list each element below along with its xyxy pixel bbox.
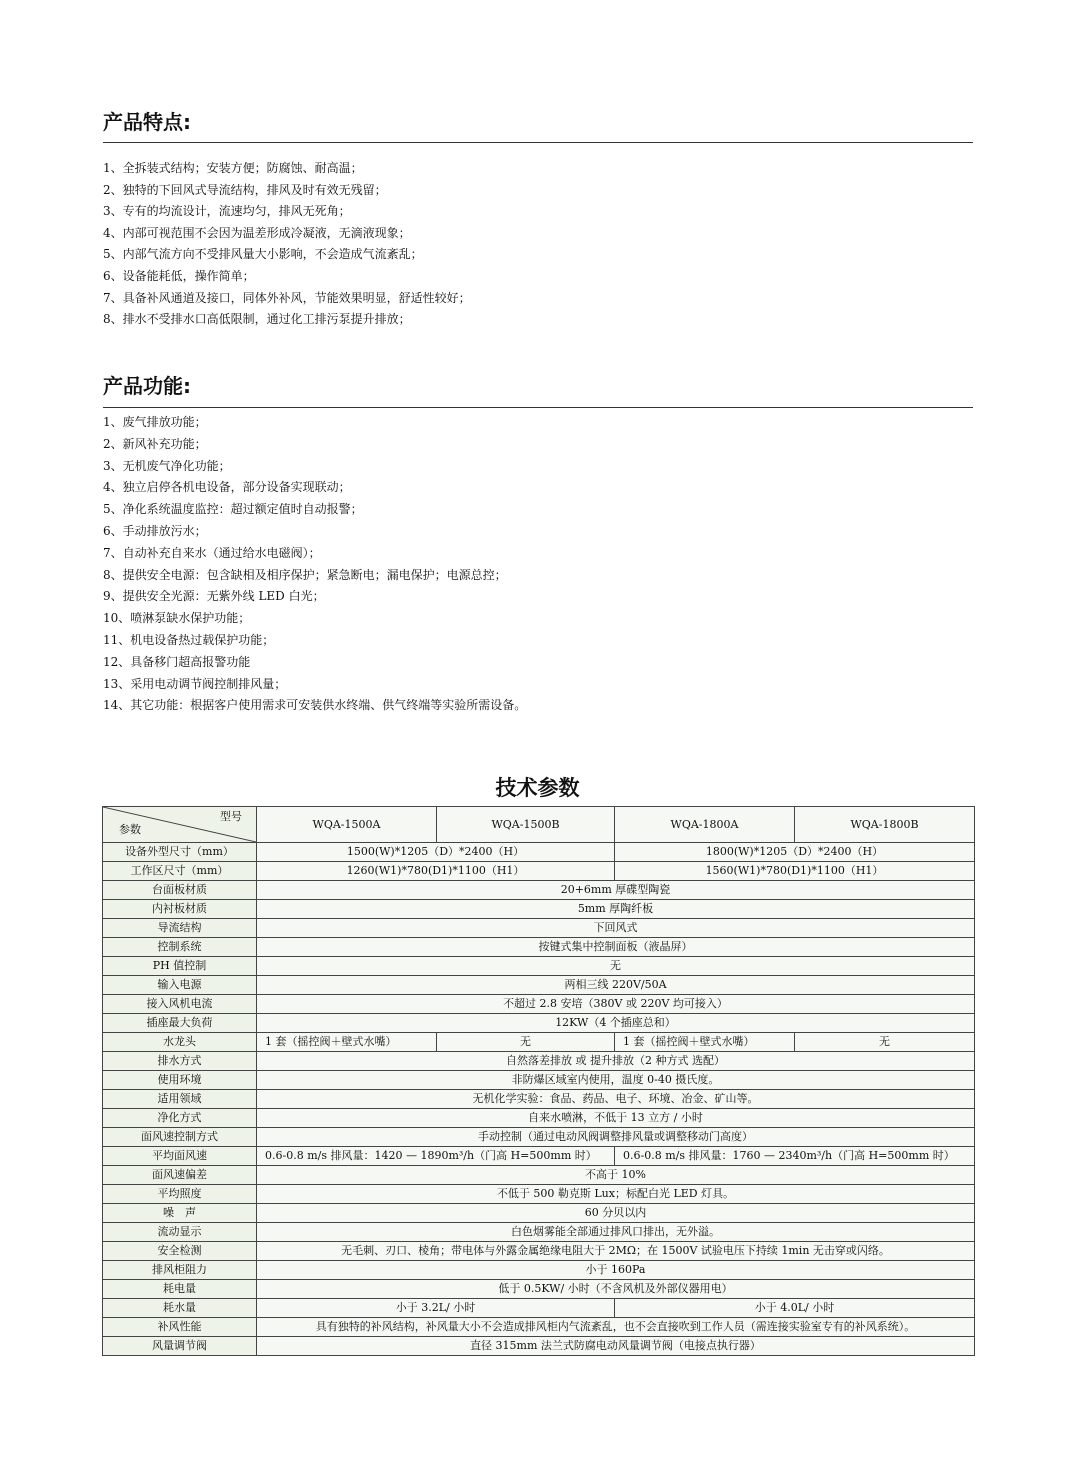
functions-item: 3、无机废气净化功能； [103, 458, 231, 473]
spec-value: 手动控制（通过电动风阀调整排风量或调整移动门高度） [257, 1128, 975, 1147]
spec-row [103, 1337, 975, 1356]
spec-row [103, 919, 975, 938]
functions-item: 9、提供安全光源：无紫外线 LED 白光； [103, 589, 325, 604]
spec-value: 1 套（摇控阀＋壁式水嘴） [257, 1033, 437, 1052]
spec-label: 面风速偏差 [103, 1166, 257, 1185]
spec-row [103, 1280, 975, 1299]
spec-row [103, 995, 975, 1014]
features-item: 8、排水不受排水口高低限制，通过化工排污泵提升排放； [103, 312, 411, 327]
spec-header-row [103, 807, 975, 843]
spec-label: 接入风机电流 [103, 995, 257, 1014]
spec-row [103, 1261, 975, 1280]
spec-row [103, 1223, 975, 1242]
spec-label: 台面板材质 [103, 881, 257, 900]
spec-row [103, 1318, 975, 1337]
spec-label: 插座最大负荷 [103, 1014, 257, 1033]
spec-label: 耗电量 [103, 1280, 257, 1299]
spec-value: 12KW（4 个插座总和） [257, 1014, 975, 1033]
functions-title: 产品功能: [103, 374, 191, 398]
spec-label: 面风速控制方式 [103, 1128, 257, 1147]
spec-value: 自然落差排放 或 提升排放（2 种方式 选配） [257, 1052, 975, 1071]
spec-value: 直径 315mm 法兰式防腐电动风量调节阀（电接点执行器） [257, 1337, 975, 1356]
spec-value: 0.6-0.8 m/s 排风量：1760 — 2340m³/h（门高 H=500mm 时） [615, 1147, 975, 1166]
spec-value: 0.6-0.8 m/s 排风量：1420 — 1890m³/h（门高 H=500mm 时） [257, 1147, 615, 1166]
spec-row [103, 1185, 975, 1204]
spec-value: 无 [795, 1033, 975, 1052]
spec-label: 排风柜阻力 [103, 1261, 257, 1280]
spec-value: 1 套（摇控阀＋壁式水嘴） [615, 1033, 795, 1052]
spec-row [103, 1052, 975, 1071]
model-header: WQA-1800A [615, 807, 795, 843]
spec-value: 无机化学实验：食品、药品、电子、环境、冶金、矿山等。 [257, 1090, 975, 1109]
spec-label: 耗水量 [103, 1299, 257, 1318]
model-header: WQA-1500A [257, 807, 437, 843]
spec-value: 自来水喷淋，不低于 13 立方 / 小时 [257, 1109, 975, 1128]
spec-value: 1500(W)*1205（D）*2400（H） [257, 843, 615, 862]
model-header: WQA-1500B [437, 807, 615, 843]
spec-label: 噪 声 [103, 1204, 257, 1223]
spec-row [103, 843, 975, 862]
spec-label: 平均照度 [103, 1185, 257, 1204]
spec-value: 白色烟雾能全部通过排风口排出，无外溢。 [257, 1223, 975, 1242]
functions-item: 12、具备移门超高报警功能 [103, 654, 251, 669]
spec-label: 工作区尺寸（mm） [103, 862, 257, 881]
functions-item: 10、喷淋泵缺水保护功能； [103, 611, 251, 626]
spec-row [103, 1014, 975, 1033]
specs-title: 技术参数 [495, 776, 580, 800]
spec-value: 20+6mm 厚碟型陶瓷 [257, 881, 975, 900]
spec-value: 60 分贝以内 [257, 1204, 975, 1223]
functions-item: 7、自动补充自来水（通过给水电磁阀）； [103, 545, 321, 560]
spec-row [103, 976, 975, 995]
functions-item: 5、净化系统温度监控：超过额定值时自动报警； [103, 502, 363, 517]
features-item: 7、具备补风通道及接口，同体外补风，节能效果明显，舒适性较好； [103, 290, 471, 305]
corner-label-param: 参数 [119, 823, 141, 836]
spec-value: 小于 3.2L/ 小时 [257, 1299, 615, 1318]
features-item: 1、全拆装式结构；安装方便；防腐蚀、耐高温； [103, 161, 363, 175]
spec-row [103, 1109, 975, 1128]
spec-value: 无 [257, 957, 975, 976]
features-title: 产品特点: [103, 110, 191, 134]
spec-label: 导流结构 [103, 919, 257, 938]
spec-row [103, 938, 975, 957]
features-item: 3、专有的均流设计，流速均匀，排风无死角； [103, 204, 351, 219]
spec-value: 不高于 10% [257, 1166, 975, 1185]
spec-row [103, 1299, 975, 1318]
spec-label: 适用领域 [103, 1090, 257, 1109]
functions-item: 8、提供安全电源：包含缺相及相序保护；紧急断电；漏电保护；电源总控； [103, 567, 507, 582]
spec-row [103, 1166, 975, 1185]
functions-list [103, 412, 526, 717]
spec-label: 平均面风速 [103, 1147, 257, 1166]
spec-label: 安全检测 [103, 1242, 257, 1261]
spec-value: 不超过 2.8 安培（380V 或 220V 均可接入） [257, 995, 975, 1014]
spec-value: 5mm 厚陶纤板 [257, 900, 975, 919]
spec-value: 1800(W)*1205（D）*2400（H） [615, 843, 975, 862]
spec-corner-cell [103, 807, 257, 843]
spec-row [103, 1147, 975, 1166]
spec-table [102, 806, 975, 1356]
functions-item: 1、废气排放功能； [103, 415, 207, 429]
spec-row [103, 881, 975, 900]
spec-label: 风量调节阀 [103, 1337, 257, 1356]
spec-value: 低于 0.5KW/ 小时（不含风机及外部仪器用电） [257, 1280, 975, 1299]
features-item: 6、设备能耗低，操作简单； [103, 268, 255, 283]
spec-value: 按键式集中控制面板（液晶屏） [257, 938, 975, 957]
spec-row [103, 1204, 975, 1223]
functions-item: 14、其它功能：根据客户使用需求可安装供水终端、供气终端等实验所需设备。 [103, 698, 527, 713]
spec-label: 净化方式 [103, 1109, 257, 1128]
functions-item: 2、新风补充功能； [103, 436, 207, 451]
spec-value: 1260(W1)*780(D1)*1100（H1） [257, 862, 615, 881]
spec-value: 非防爆区域室内使用，温度 0-40 摄氏度。 [257, 1071, 975, 1090]
spec-value: 两相三线 220V/50A [257, 976, 975, 995]
spec-label: 排水方式 [103, 1052, 257, 1071]
spec-label: 使用环境 [103, 1071, 257, 1090]
spec-value: 下回风式 [257, 919, 975, 938]
functions-item: 11、机电设备热过载保护功能； [103, 632, 275, 647]
spec-row [103, 1090, 975, 1109]
functions-item: 6、手动排放污水； [103, 523, 207, 538]
spec-row [103, 1128, 975, 1147]
features-item: 5、内部气流方向不受排风量大小影响，不会造成气流紊乱； [103, 247, 423, 262]
spec-value: 无 [437, 1033, 615, 1052]
spec-value: 1560(W1)*780(D1)*1100（H1） [615, 862, 975, 881]
spec-label: 内衬板材质 [103, 900, 257, 919]
features-divider [103, 142, 973, 143]
spec-value: 小于 4.0L/ 小时 [615, 1299, 975, 1318]
model-header: WQA-1800B [795, 807, 975, 843]
spec-row [103, 1033, 975, 1052]
spec-row [103, 957, 975, 976]
spec-value: 小于 160Pa [257, 1261, 975, 1280]
spec-label: 控制系统 [103, 938, 257, 957]
spec-label: PH 值控制 [103, 957, 257, 976]
spec-row [103, 900, 975, 919]
spec-row [103, 862, 975, 881]
spec-row [103, 1242, 975, 1261]
spec-row [103, 1071, 975, 1090]
spec-label: 补风性能 [103, 1318, 257, 1337]
features-item: 2、独特的下回风式导流结构，排风及时有效无残留； [103, 182, 387, 197]
spec-label: 流动显示 [103, 1223, 257, 1242]
spec-label: 水龙头 [103, 1033, 257, 1052]
spec-label: 输入电源 [103, 976, 257, 995]
functions-item: 4、独立启停各机电设备，部分设备实现联动； [103, 480, 351, 495]
functions-divider [103, 407, 973, 408]
spec-label: 设备外型尺寸（mm） [103, 843, 257, 862]
corner-label-model: 型号 [220, 810, 242, 823]
spec-value: 不低于 500 勒克斯 Lux；标配白光 LED 灯具。 [257, 1185, 975, 1204]
functions-item: 13、采用电动调节阀控制排风量； [103, 676, 287, 691]
spec-value: 具有独特的补风结构，补风量大小不会造成排风柜内气流紊乱，也不会直接吹到工作人员（需连接实验室专有的补风系统）。 [257, 1318, 975, 1337]
spec-value: 无毛刺、刃口、棱角；带电体与外露金属绝缘电阻大于 2MΩ；在 1500V 试验电压下持续 1min 无击穿或闪络。 [257, 1242, 975, 1261]
features-list [103, 158, 471, 331]
features-item: 4、内部可视范围不会因为温差形成冷凝液，无滴液现象； [103, 225, 411, 240]
